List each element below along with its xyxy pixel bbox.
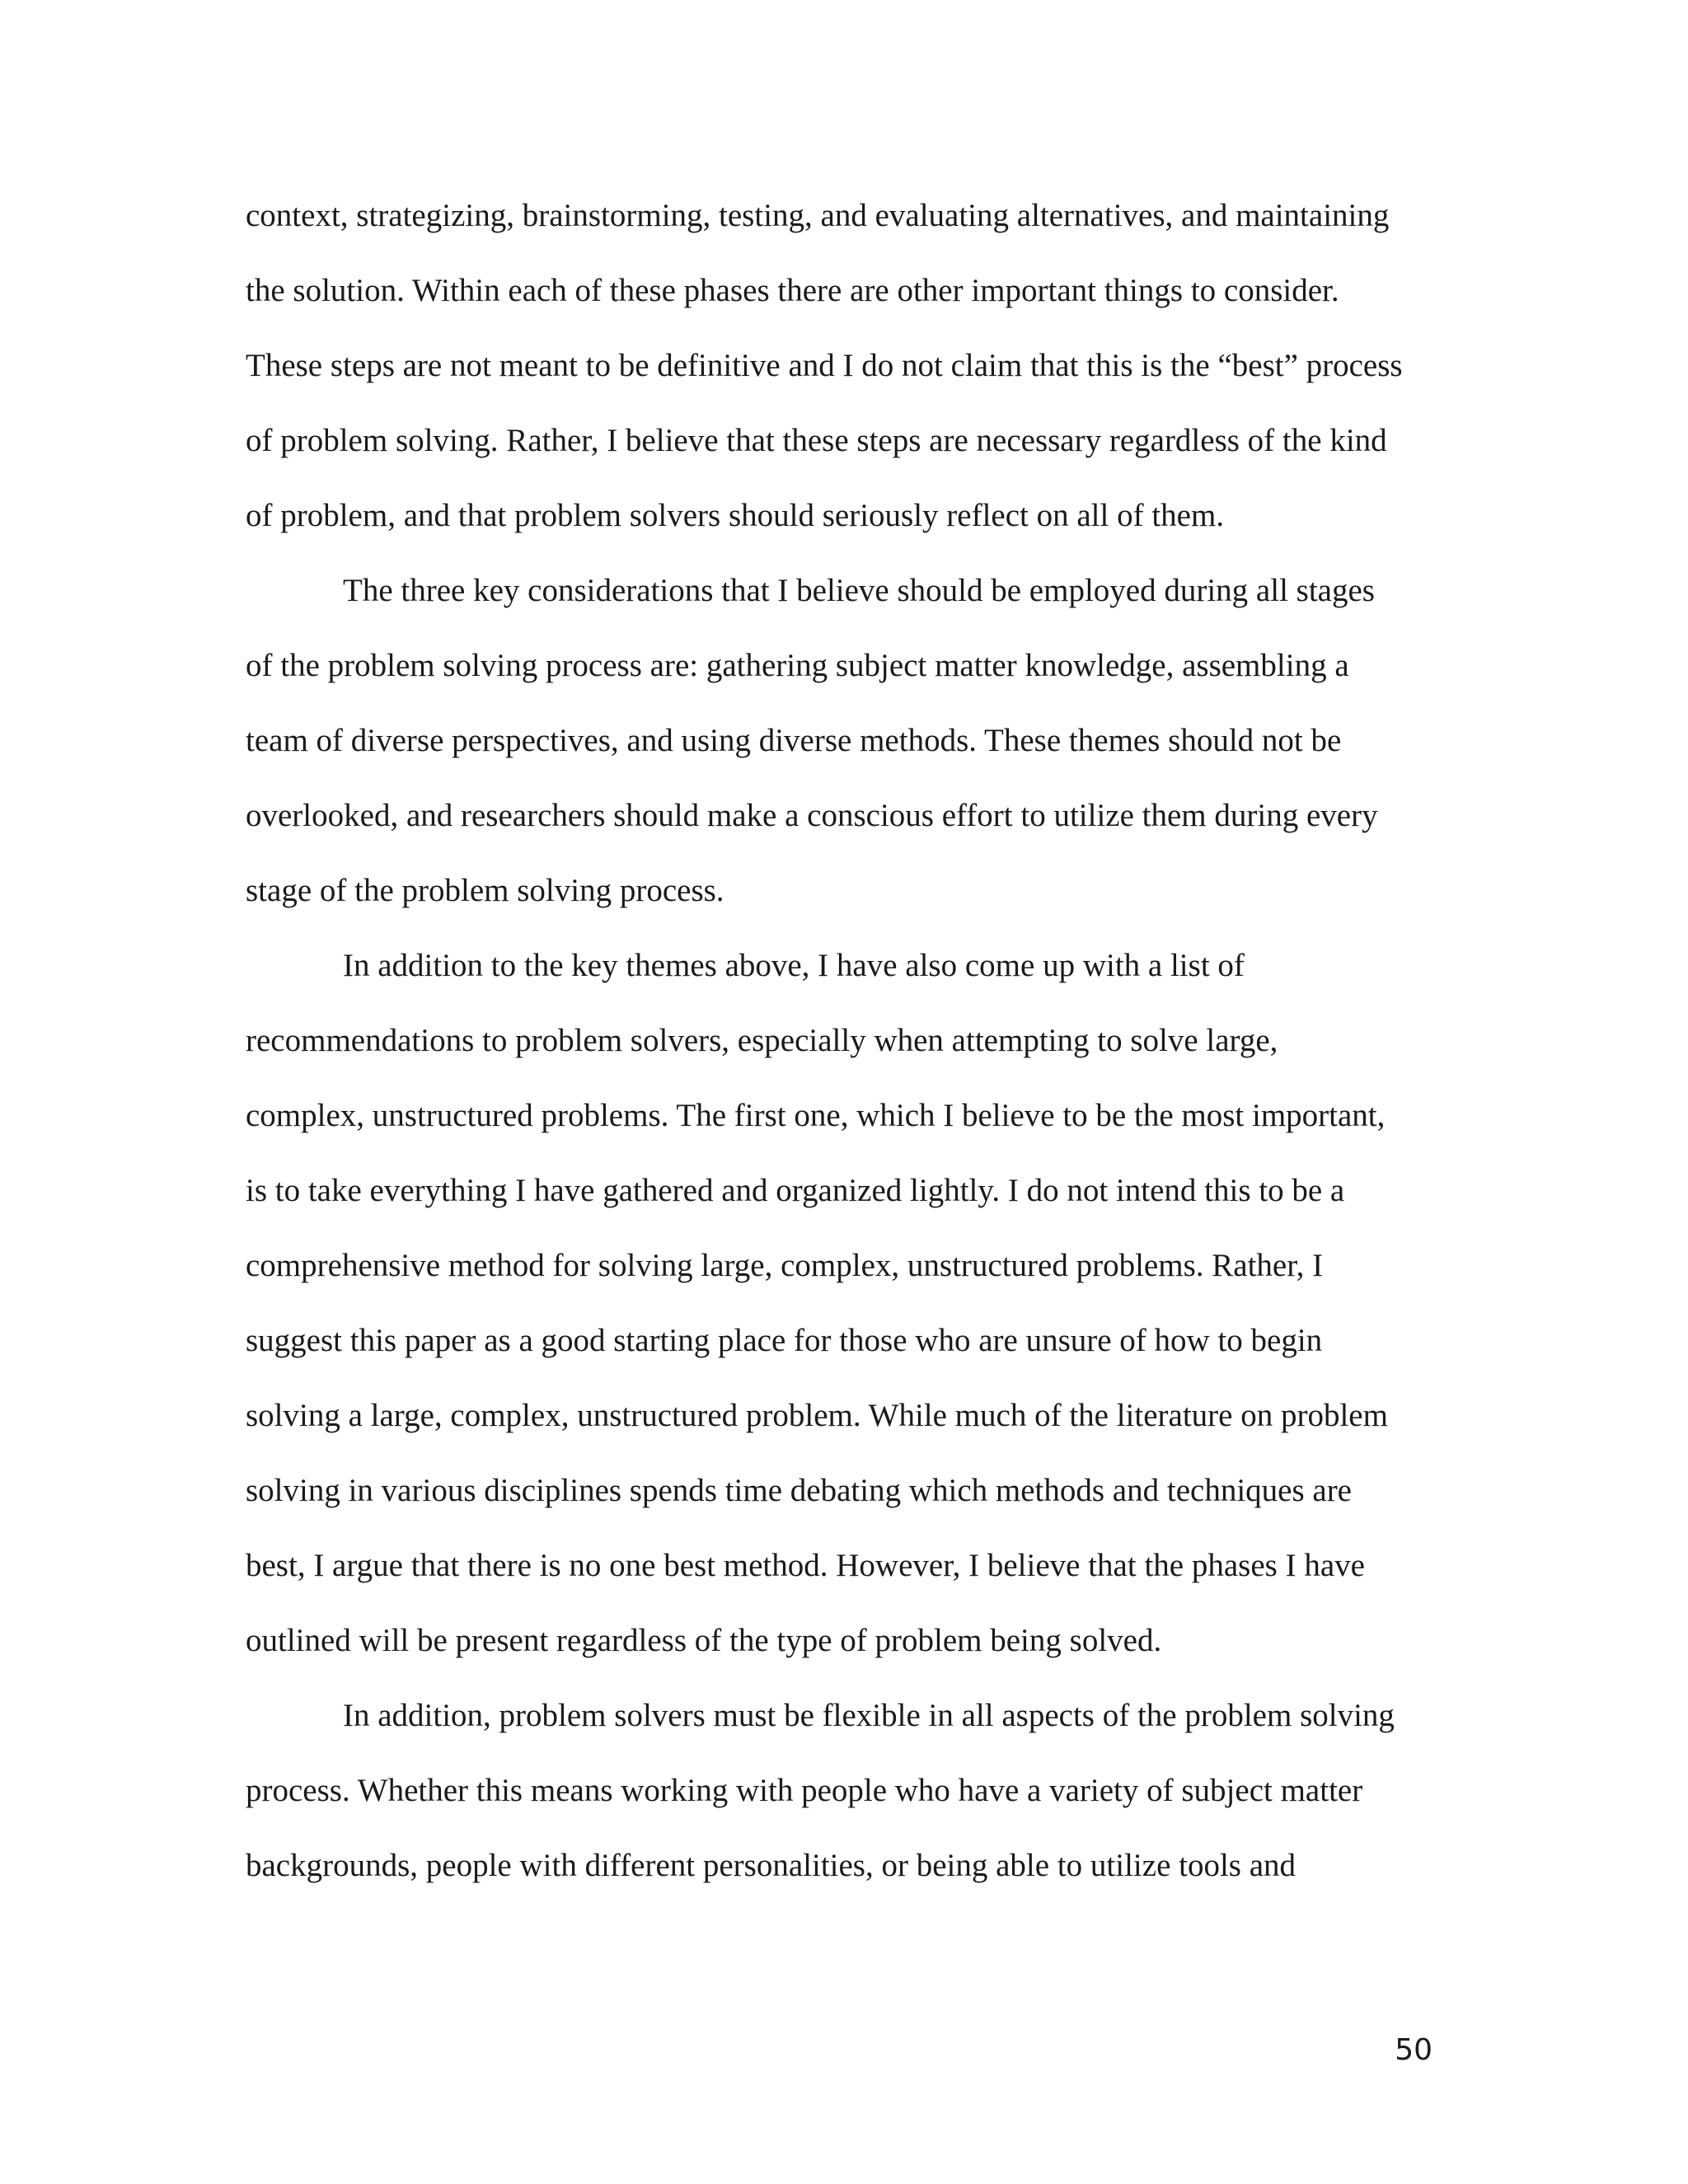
text-line: of the problem solving process are: gathering subject matter knowledge, assembling a [246,648,1349,683]
text-line: solving in various disciplines spends time debating which methods and techniques are [246,1473,1352,1508]
text-line: In addition to the key themes above, I have also come up with a list of [343,948,1245,983]
text-line: of problem, and that problem solvers should seriously reflect on all of them. [246,498,1225,533]
page-number: 50 [1395,2033,1432,2067]
text-line: context, strategizing, brainstorming, testing, and evaluating alternatives, and maintaining [246,198,1390,233]
text-line: comprehensive method for solving large, complex, unstructured problems. Rather, I [246,1248,1324,1283]
text-line: complex, unstructured problems. The first one, which I believe to be the most important, [246,1098,1386,1133]
text-line: solving a large, complex, unstructured problem. While much of the literature on problem [246,1398,1388,1433]
text-line: best, I argue that there is no one best method. However, I believe that the phases I have [246,1548,1365,1583]
text-line: the solution. Within each of these phases there are other important things to consider. [246,273,1339,308]
text-line: In addition, problem solvers must be flexible in all aspects of the problem solving [343,1698,1395,1733]
text-line: outlined will be present regardless of the type of problem being solved. [246,1623,1162,1658]
text-line: of problem solving. Rather, I believe that these steps are necessary regardless of the kind [246,423,1387,458]
text-line: recommendations to problem solvers, especially when attempting to solve large, [246,1023,1278,1058]
text-line: The three key considerations that I believe should be employed during all stages [343,573,1375,608]
text-line: overlooked, and researchers should make a conscious effort to utilize them during every [246,798,1378,833]
text-line: is to take everything I have gathered and organized lightly. I do not intend this to be a [246,1173,1345,1208]
text-line: These steps are not meant to be definitive and I do not claim that this is the “best” process [246,348,1403,383]
text-line: team of diverse perspectives, and using diverse methods. These themes should not be [246,723,1342,758]
text-line: process. Whether this means working with people who have a variety of subject matter [246,1773,1363,1808]
text-line: backgrounds, people with different personalities, or being able to utilize tools and [246,1848,1296,1883]
text-line: suggest this paper as a good starting place for those who are unsure of how to begin [246,1323,1323,1358]
text-line: stage of the problem solving process. [246,873,724,908]
